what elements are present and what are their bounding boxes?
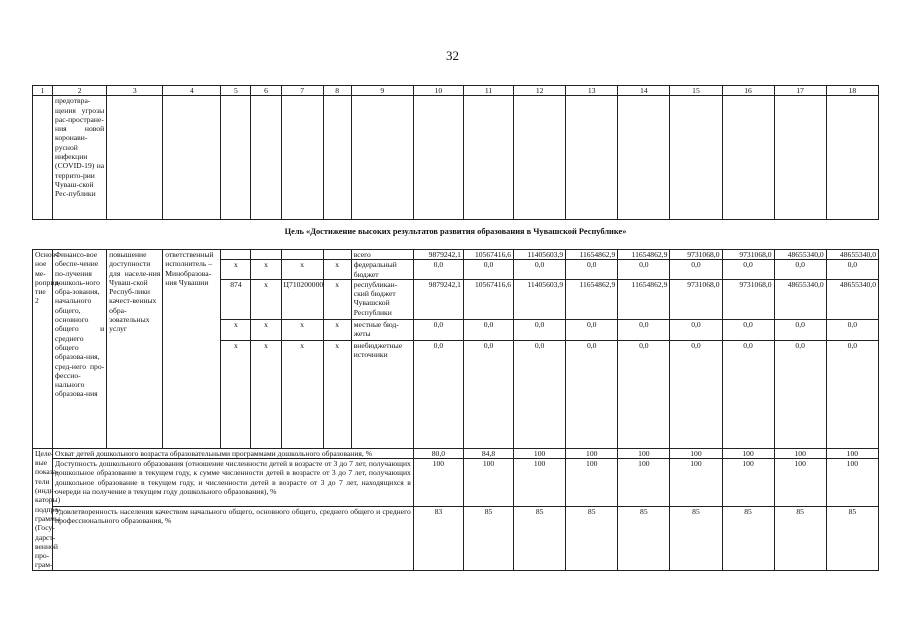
cell-value: 0,0 xyxy=(774,340,826,448)
cell-vr: x xyxy=(323,279,351,319)
cell-vr: x xyxy=(323,340,351,448)
header-cell: 7 xyxy=(281,86,323,96)
cell-rz: x xyxy=(251,340,281,448)
measure-executor: ответственный исполнитель – Минобразова-ния Чувашии xyxy=(163,250,221,449)
cell-rz: x xyxy=(251,319,281,340)
target-value: 100 xyxy=(670,459,722,507)
continuation-text: предотвра-щения угрозы рас-простране-ния новой коронави-русной инфекции (COVID-19) на террито-рии Чуваш-ской Рес-публики xyxy=(53,96,107,220)
table-row xyxy=(33,250,879,260)
cell-value: 0,0 xyxy=(826,260,878,280)
target-value: 100 xyxy=(722,448,774,458)
header-cell: 12 xyxy=(514,86,566,96)
cell-value: 0,0 xyxy=(566,340,618,448)
target-text: Охват детей дошкольного возраста образовательными программами дошкольного образования, % xyxy=(53,448,414,458)
cell-value: 0,0 xyxy=(670,319,722,340)
measure-goal: повышение доступности для населе-ния Чуваш-ской Респуб-лики качест-венных обра-зовательных услуг xyxy=(107,250,163,449)
cell-source: республикан-ский бюджет Чувашской Республики xyxy=(351,279,413,319)
cell-value: 11405603,9 xyxy=(514,279,566,319)
cell-value: 11654862,9 xyxy=(566,279,618,319)
cell-value: 0,0 xyxy=(413,319,463,340)
target-value: 85 xyxy=(774,507,826,571)
cell-grbs: 874 xyxy=(221,279,251,319)
header-cell: 11 xyxy=(463,86,513,96)
cell-grbs: x xyxy=(221,340,251,448)
cell-csr: x xyxy=(281,340,323,448)
header-cell: 4 xyxy=(163,86,221,96)
cell-vr: x xyxy=(323,319,351,340)
cell-csr: Ц710200000 xyxy=(281,279,323,319)
cell-rz xyxy=(251,250,281,260)
cell-value: 0,0 xyxy=(826,340,878,448)
cell-value: 0,0 xyxy=(514,319,566,340)
cell-value: 9879242,1 xyxy=(413,250,463,260)
cell-value: 0,0 xyxy=(566,260,618,280)
cell-rz: x xyxy=(251,260,281,280)
cell-value: 48655340,0 xyxy=(774,279,826,319)
header-row xyxy=(33,86,879,96)
cell-source: местные бюд-жеты xyxy=(351,319,413,340)
target-value: 100 xyxy=(618,448,670,458)
target-value: 84,8 xyxy=(463,448,513,458)
cell-value: 11654862,9 xyxy=(618,250,670,260)
cell-source: внебюджетные источники xyxy=(351,340,413,448)
target-value: 100 xyxy=(670,448,722,458)
cell-value: 0,0 xyxy=(722,340,774,448)
goal-title: Цель «Достижение высоких результатов развития образования в Чувашской Республике» xyxy=(284,227,627,236)
cell-value: 0,0 xyxy=(670,260,722,280)
header-cell: 3 xyxy=(107,86,163,96)
header-cell: 8 xyxy=(323,86,351,96)
target-value: 100 xyxy=(826,448,878,458)
cell-vr xyxy=(323,250,351,260)
header-cell: 2 xyxy=(53,86,107,96)
header-cell: 9 xyxy=(351,86,413,96)
cell-value: 0,0 xyxy=(722,260,774,280)
cell-csr: x xyxy=(281,319,323,340)
target-value: 85 xyxy=(463,507,513,571)
header-cell: 16 xyxy=(722,86,774,96)
target-value: 100 xyxy=(618,459,670,507)
cell-value: 48655340,0 xyxy=(826,250,878,260)
target-text: Доступность дошкольного образования (отношение численности детей в возрасте от 3 до 7 лет, получающих дошкольное образование в текущем году, к сумме численности детей в возрасте от 3 до 7 лет, получающих дошкольное образование в текущем году, и численности детей в возрасте от 3 до 7 лет, находящихся в очереди на получение в текущем году дошкольного образования), % xyxy=(53,459,414,507)
cell-value: 9731068,0 xyxy=(670,279,722,319)
target-value: 85 xyxy=(826,507,878,571)
target-value: 100 xyxy=(566,459,618,507)
target-value: 100 xyxy=(826,459,878,507)
cell-value: 0,0 xyxy=(618,340,670,448)
cell-value: 0,0 xyxy=(463,340,513,448)
table-row xyxy=(33,507,879,571)
cell-value: 0,0 xyxy=(413,260,463,280)
cell-value: 48655340,0 xyxy=(774,250,826,260)
header-cell: 18 xyxy=(826,86,878,96)
header-cell: 17 xyxy=(774,86,826,96)
target-value: 100 xyxy=(514,448,566,458)
cell-value: 0,0 xyxy=(463,319,513,340)
cell-grbs: x xyxy=(221,319,251,340)
target-value: 85 xyxy=(722,507,774,571)
main-table xyxy=(32,249,879,571)
measure-name: Финансо-вое обеспе-чение по-лучения дошколь-ного обра-зования, начального общего, основного общего и среднего общего образова-ния, сред-него про-фессио-нального образова-ния xyxy=(53,250,107,449)
header-cell: 13 xyxy=(566,86,618,96)
cell-source: всего xyxy=(351,250,413,260)
cell-vr: x xyxy=(323,260,351,280)
cell-csr: x xyxy=(281,260,323,280)
target-value: 85 xyxy=(566,507,618,571)
cell-value: 9731068,0 xyxy=(670,250,722,260)
table-row xyxy=(33,448,879,458)
target-value: 100 xyxy=(774,459,826,507)
target-value: 100 xyxy=(514,459,566,507)
target-value: 85 xyxy=(670,507,722,571)
header-cell: 14 xyxy=(618,86,670,96)
cell-value: 48655340,0 xyxy=(826,279,878,319)
target-value: 80,0 xyxy=(413,448,463,458)
target-value: 100 xyxy=(566,448,618,458)
cell-value: 0,0 xyxy=(463,260,513,280)
cell-csr xyxy=(281,250,323,260)
target-value: 85 xyxy=(618,507,670,571)
cell-value: 0,0 xyxy=(514,340,566,448)
page-number: 32 xyxy=(446,48,459,63)
target-value: 85 xyxy=(514,507,566,571)
target-value: 100 xyxy=(722,459,774,507)
continuation-table xyxy=(32,85,879,220)
cell-value: 0,0 xyxy=(774,260,826,280)
target-value: 83 xyxy=(413,507,463,571)
cell-value: 0,0 xyxy=(774,319,826,340)
continuation-row xyxy=(33,96,879,220)
header-cell: 6 xyxy=(251,86,281,96)
header-cell: 5 xyxy=(221,86,251,96)
cell-value: 0,0 xyxy=(566,319,618,340)
cell-grbs xyxy=(221,250,251,260)
cell-value: 9731068,0 xyxy=(722,250,774,260)
cell-grbs: x xyxy=(221,260,251,280)
target-value: 100 xyxy=(774,448,826,458)
cell-value: 0,0 xyxy=(413,340,463,448)
measure-number: Основ-ное ме-роприя-тие 2 xyxy=(33,250,53,449)
header-cell: 15 xyxy=(670,86,722,96)
cell-value: 0,0 xyxy=(514,260,566,280)
cell-value: 0,0 xyxy=(670,340,722,448)
target-text: Удовлетворенность населения качеством начального общего, основного общего, среднего общего и среднего профессионального образования, % xyxy=(53,507,414,571)
cell-source: федеральный бюджет xyxy=(351,260,413,280)
target-value: 100 xyxy=(413,459,463,507)
target-value: 100 xyxy=(463,459,513,507)
cell-value: 11654862,9 xyxy=(566,250,618,260)
cell-value: 0,0 xyxy=(618,260,670,280)
header-cell: 10 xyxy=(413,86,463,96)
cell-value: 0,0 xyxy=(722,319,774,340)
targets-label: Целе-вые показа-тели (инди-каторы) подпро-граммы (Госу-дарст-венной про-грам- xyxy=(33,448,53,570)
cell-value: 11654862,9 xyxy=(618,279,670,319)
table-row xyxy=(33,459,879,507)
cell-value: 9731068,0 xyxy=(722,279,774,319)
cell-value: 0,0 xyxy=(826,319,878,340)
cell-rz: x xyxy=(251,279,281,319)
header-cell: 1 xyxy=(33,86,53,96)
cell-value: 11405603,9 xyxy=(514,250,566,260)
cell-value: 10567416,6 xyxy=(463,250,513,260)
cell-value: 9879242,1 xyxy=(413,279,463,319)
cell-value: 10567416,6 xyxy=(463,279,513,319)
cell-value: 0,0 xyxy=(618,319,670,340)
